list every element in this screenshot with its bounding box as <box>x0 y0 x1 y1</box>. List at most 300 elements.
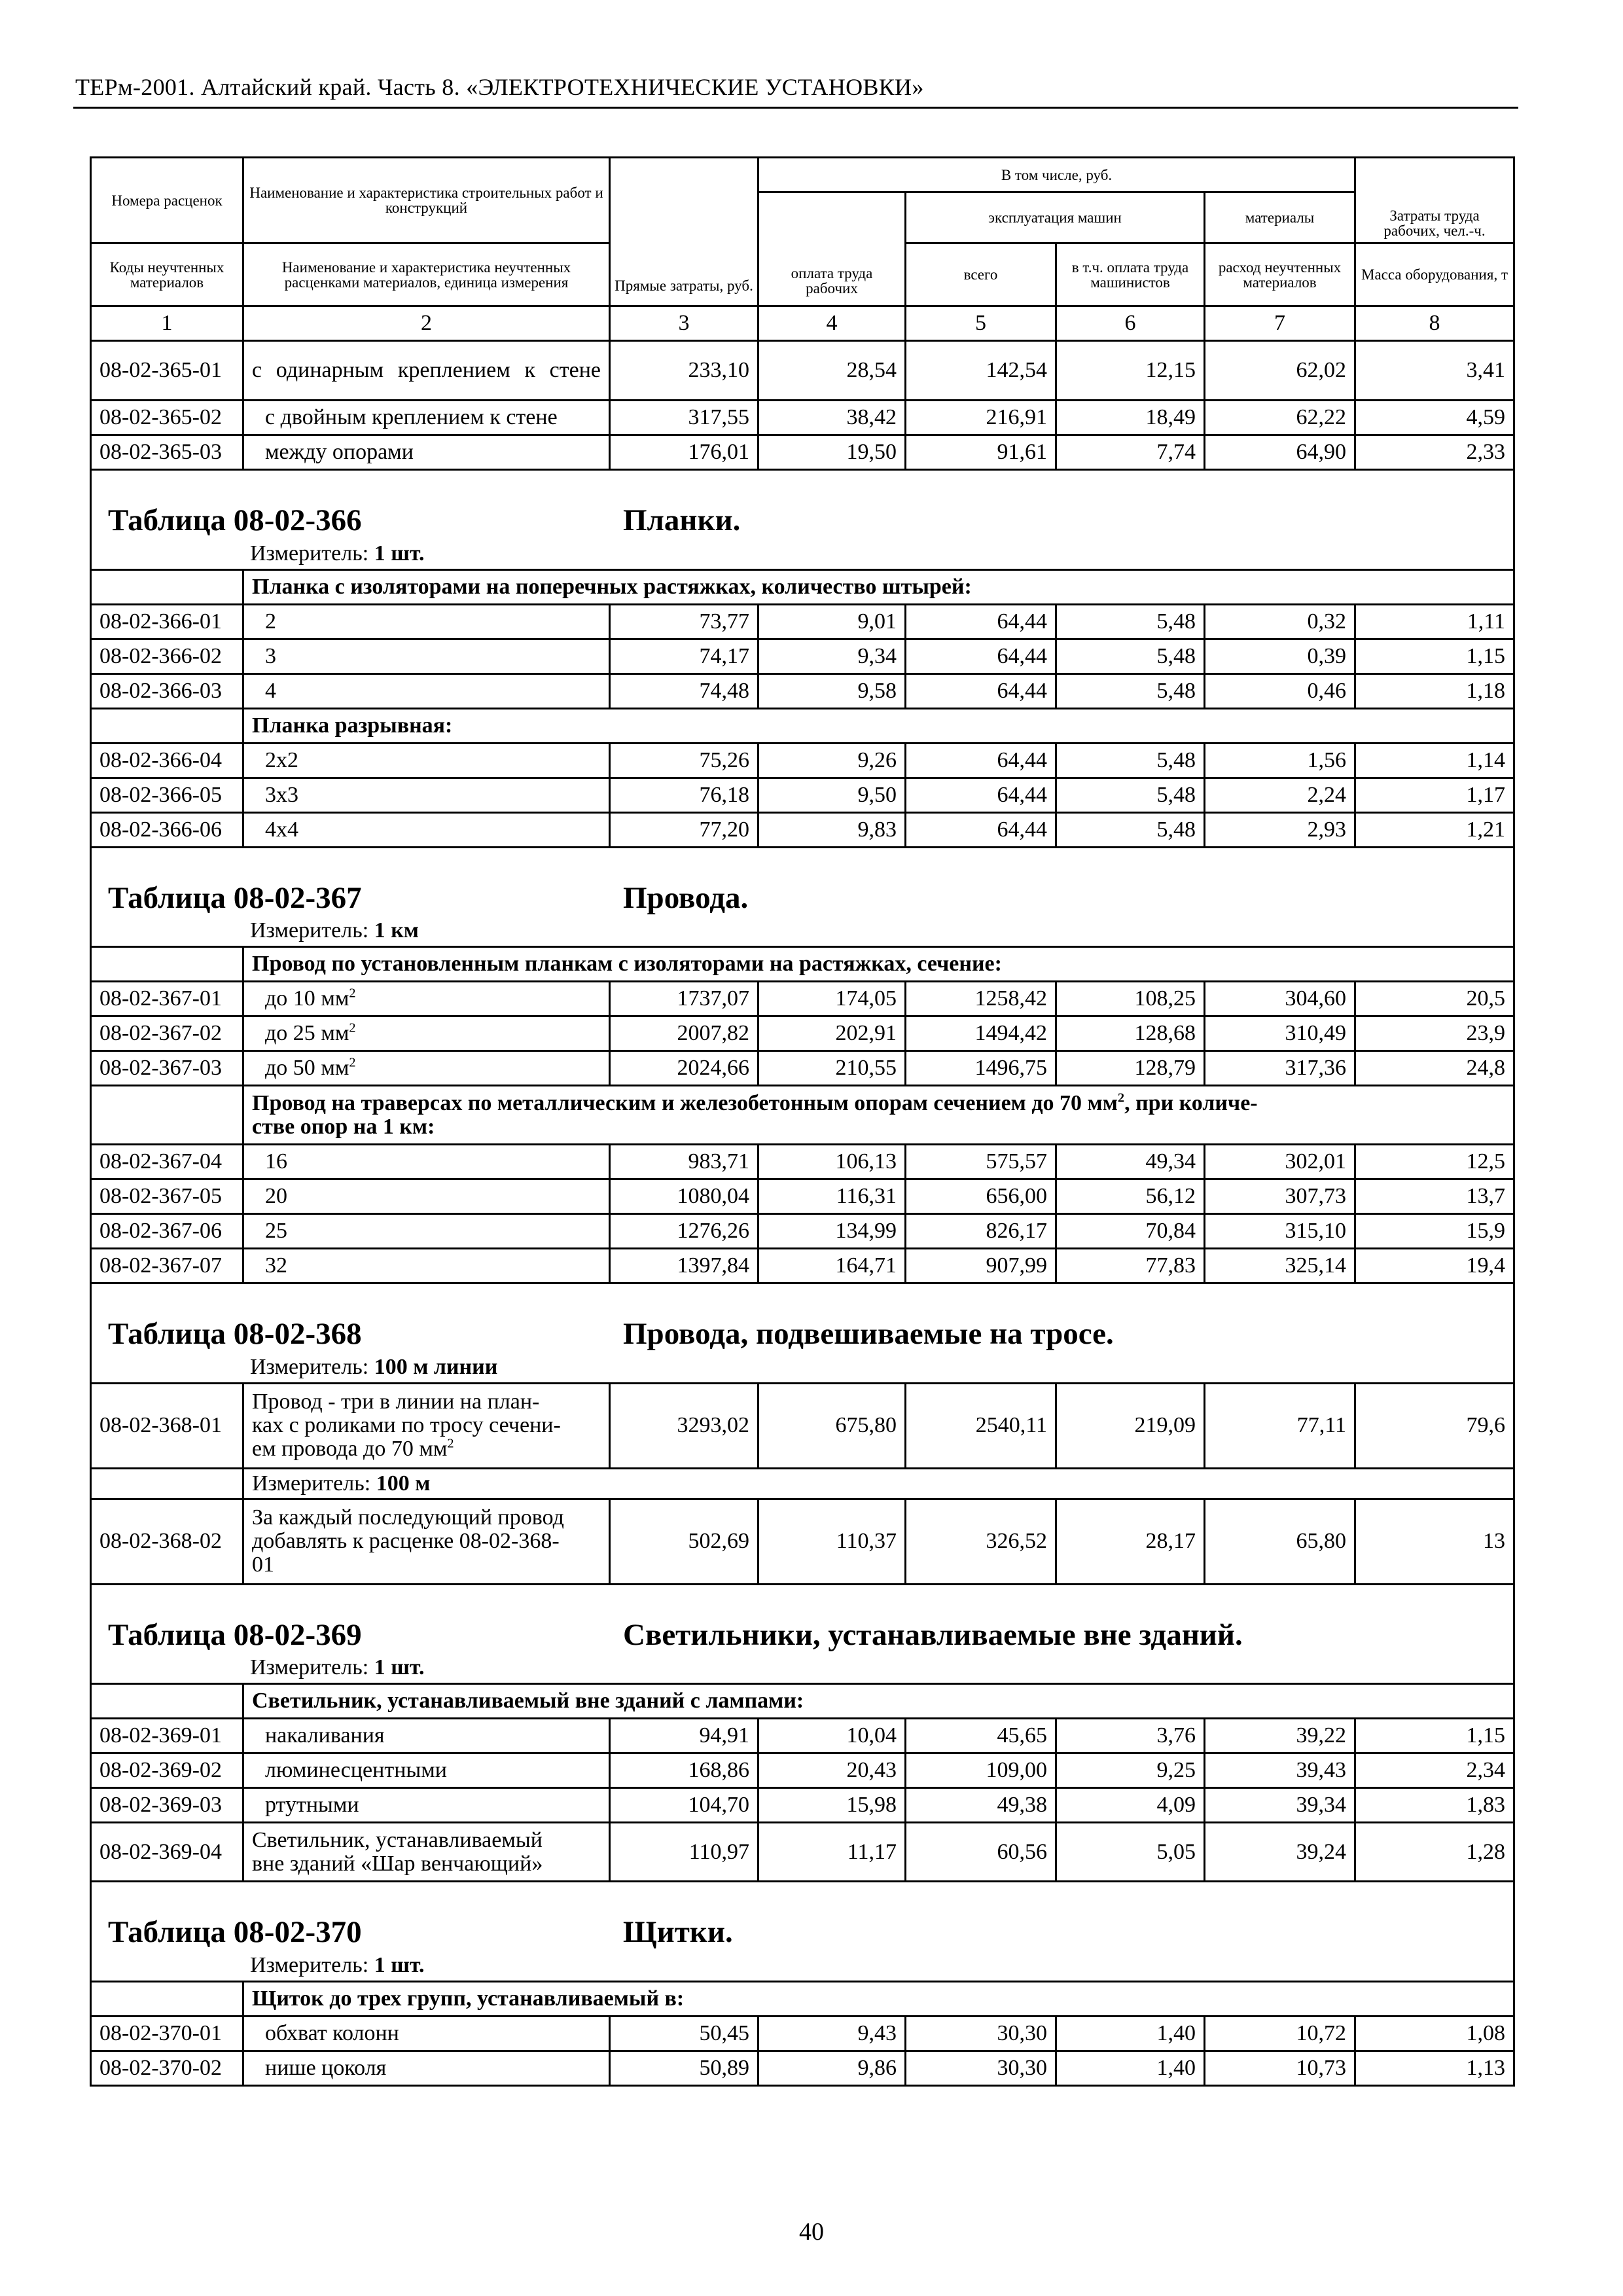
value-cell: 1496,75 <box>906 1051 1056 1086</box>
value-cell: 64,44 <box>906 743 1056 778</box>
value-cell: 325,14 <box>1205 1249 1355 1283</box>
header-cell: Масса оборудования, т <box>1355 243 1514 306</box>
measure-row <box>91 1950 1514 1981</box>
value-cell: 326,52 <box>906 1499 1056 1584</box>
rate-code: 08-02-367-02 <box>91 1016 243 1051</box>
table-row <box>91 1653 1514 1684</box>
value-cell: 0,46 <box>1205 673 1355 708</box>
value-cell: 74,48 <box>610 673 758 708</box>
value-cell: 9,83 <box>758 812 906 847</box>
value-cell: 2540,11 <box>906 1383 1056 1468</box>
value-cell: 1080,04 <box>610 1179 758 1214</box>
measure-row <box>91 539 1514 569</box>
running-header: ТЕРм-2001. Алтайский край. Часть 8. «ЭЛЕКТРОТЕХНИЧЕСКИЕ УСТАНОВКИ» <box>75 74 924 100</box>
table-row <box>91 401 1514 435</box>
value-cell: 302,01 <box>1205 1145 1355 1179</box>
rate-name <box>243 401 610 435</box>
value-cell: 10,73 <box>1205 2051 1355 2085</box>
table-number: Таблица 08-02-366 <box>108 503 362 537</box>
value-cell: 317,55 <box>610 401 758 435</box>
value-cell: 18,49 <box>1056 401 1205 435</box>
column-number: 1 <box>91 306 243 341</box>
value-cell: 3,41 <box>1355 341 1514 401</box>
group-heading-text: , при количе- <box>1124 1090 1258 1115</box>
value-cell: 1,13 <box>1355 2051 1514 2085</box>
group-heading <box>243 1086 1514 1145</box>
table-row <box>91 1283 1514 1353</box>
rate-name <box>243 1719 610 1753</box>
value-cell: 1,21 <box>1355 812 1514 847</box>
superscript: 2 <box>349 986 356 1001</box>
table-row <box>91 2016 1514 2051</box>
value-cell: 109,00 <box>906 1753 1056 1788</box>
table-row <box>91 1823 1514 1882</box>
rate-name-text: 32 <box>265 1253 287 1278</box>
value-cell: 62,22 <box>1205 401 1355 435</box>
value-cell: 49,38 <box>906 1788 1056 1823</box>
table-row <box>91 1352 1514 1383</box>
table-row <box>91 1753 1514 1788</box>
table-row <box>91 341 1514 401</box>
value-cell: 50,89 <box>610 2051 758 2085</box>
value-cell: 110,97 <box>610 1823 758 1882</box>
rate-name-line: ем провода до 70 мм <box>252 1437 448 1461</box>
value-cell: 30,30 <box>906 2051 1056 2085</box>
empty-cell <box>91 569 243 604</box>
value-cell: 45,65 <box>906 1719 1056 1753</box>
table-row <box>91 778 1514 812</box>
value-cell: 1,18 <box>1355 673 1514 708</box>
value-cell: 30,30 <box>906 2016 1056 2051</box>
table-row <box>91 1051 1514 1086</box>
rate-name-line: ках с роликами по тросу сечени- <box>252 1413 561 1437</box>
column-number: 2 <box>243 306 610 341</box>
value-cell: 11,17 <box>758 1823 906 1882</box>
rate-name-text: с двойным креплением к стене <box>265 405 558 429</box>
table-number: Таблица 08-02-368 <box>108 1317 362 1351</box>
header-cell: Прямые затраты, руб. <box>610 158 758 306</box>
value-cell: 10,72 <box>1205 2016 1355 2051</box>
rate-name-text: 4x4 <box>265 817 298 842</box>
value-cell: 56,12 <box>1056 1179 1205 1214</box>
measure-label: Измеритель: <box>250 1655 369 1680</box>
value-cell: 304,60 <box>1205 982 1355 1016</box>
value-cell: 10,04 <box>758 1719 906 1753</box>
value-cell: 5,05 <box>1056 1823 1205 1882</box>
column-number: 8 <box>1355 306 1514 341</box>
header-cell: оплата труда рабочих <box>758 192 906 306</box>
empty-cell <box>91 1468 243 1499</box>
rate-code: 08-02-367-05 <box>91 1179 243 1214</box>
rate-name <box>243 1179 610 1214</box>
column-number: 3 <box>610 306 758 341</box>
value-cell: 9,34 <box>758 639 906 673</box>
header-cell: В том числе, руб. <box>758 158 1355 192</box>
group-heading: Провод по установленным планкам с изоляторами на растяжках, сечение: <box>243 947 1514 982</box>
table-heading-cell <box>91 470 1514 539</box>
value-cell: 15,98 <box>758 1788 906 1823</box>
rate-name-text: 20 <box>265 1184 287 1208</box>
value-cell: 64,44 <box>906 778 1056 812</box>
table-row <box>91 743 1514 778</box>
value-cell: 1,28 <box>1355 1823 1514 1882</box>
value-cell: 307,73 <box>1205 1179 1355 1214</box>
rate-code: 08-02-369-03 <box>91 1788 243 1823</box>
value-cell: 110,37 <box>758 1499 906 1584</box>
rate-code: 08-02-369-04 <box>91 1823 243 1882</box>
empty-cell <box>91 1684 243 1719</box>
superscript: 2 <box>349 1020 356 1035</box>
unit-text: мм <box>321 1021 349 1045</box>
measure-row <box>243 1468 1514 1499</box>
value-cell: 1,83 <box>1355 1788 1514 1823</box>
value-cell: 128,68 <box>1056 1016 1205 1051</box>
value-cell: 28,17 <box>1056 1499 1205 1584</box>
rate-code: 08-02-370-01 <box>91 2016 243 2051</box>
value-cell: 20,43 <box>758 1753 906 1788</box>
rate-code: 08-02-365-03 <box>91 435 243 470</box>
value-cell: 142,54 <box>906 341 1056 401</box>
header-rule <box>73 107 1518 109</box>
rate-name <box>243 673 610 708</box>
value-cell: 2,24 <box>1205 778 1355 812</box>
value-cell: 9,26 <box>758 743 906 778</box>
measure-value: 1 км <box>374 918 419 943</box>
group-heading: Планка с изоляторами на поперечных растяжках, количество штырей: <box>243 569 1514 604</box>
value-cell: 20,5 <box>1355 982 1514 1016</box>
header-cell: материалы <box>1205 192 1355 243</box>
rate-code: 08-02-366-02 <box>91 639 243 673</box>
measure-label: Измеритель: <box>250 1952 369 1977</box>
measure-row <box>91 916 1514 947</box>
header-cell: Номера расценок <box>91 158 243 243</box>
measure-value: 100 м линии <box>374 1354 498 1379</box>
header-cell: всего <box>906 243 1056 306</box>
value-cell: 0,39 <box>1205 639 1355 673</box>
value-cell: 9,43 <box>758 2016 906 2051</box>
table-row <box>91 1086 1514 1145</box>
measure-label: Измеритель: <box>250 541 369 565</box>
empty-cell <box>91 1981 243 2016</box>
value-cell: 79,6 <box>1355 1383 1514 1468</box>
value-cell: 19,50 <box>758 435 906 470</box>
empty-cell <box>91 1086 243 1145</box>
table-title: Провода, подвешиваемые на тросе. <box>623 1317 1114 1351</box>
table-row <box>91 435 1514 470</box>
value-cell: 315,10 <box>1205 1214 1355 1249</box>
value-cell: 174,05 <box>758 982 906 1016</box>
rate-code: 08-02-370-02 <box>91 2051 243 2085</box>
table-row <box>91 1684 1514 1719</box>
rate-name <box>243 639 610 673</box>
value-cell: 575,57 <box>906 1145 1056 1179</box>
value-cell: 1494,42 <box>906 1016 1056 1051</box>
rate-code: 08-02-366-06 <box>91 812 243 847</box>
rate-name <box>243 1788 610 1823</box>
value-cell: 128,79 <box>1056 1051 1205 1086</box>
table-row <box>91 539 1514 569</box>
value-cell: 134,99 <box>758 1214 906 1249</box>
header-cell: эксплуатация машин <box>906 192 1205 243</box>
table-row <box>91 947 1514 982</box>
rate-name-text: ртутными <box>265 1793 359 1817</box>
value-cell: 1,17 <box>1355 778 1514 812</box>
page-number: 40 <box>799 2218 824 2246</box>
value-cell: 5,48 <box>1056 639 1205 673</box>
value-cell: 9,25 <box>1056 1753 1205 1788</box>
value-cell: 39,24 <box>1205 1823 1355 1882</box>
rate-name-text: 3 <box>265 643 276 668</box>
table-row <box>91 1016 1514 1051</box>
value-cell: 1,15 <box>1355 1719 1514 1753</box>
header-cell: в т.ч. оплата труда машинистов <box>1056 243 1205 306</box>
value-cell: 13,7 <box>1355 1179 1514 1214</box>
rate-name-text: 16 <box>265 1149 287 1174</box>
value-cell: 76,18 <box>610 778 758 812</box>
rate-name <box>243 1249 610 1283</box>
rate-name <box>243 1051 610 1086</box>
value-cell: 2024,66 <box>610 1051 758 1086</box>
rate-name <box>243 1016 610 1051</box>
table-row <box>91 1981 1514 2016</box>
value-cell: 23,9 <box>1355 1016 1514 1051</box>
table-row <box>91 604 1514 639</box>
header-cell: Коды неучтенных материалов <box>91 243 243 306</box>
value-cell: 219,09 <box>1056 1383 1205 1468</box>
value-cell: 983,71 <box>610 1145 758 1179</box>
rate-code: 08-02-365-02 <box>91 401 243 435</box>
table-row <box>91 470 1514 539</box>
header-cell: Затраты труда рабочих, чел.-ч. <box>1355 158 1514 243</box>
rate-name <box>243 1145 610 1179</box>
unit-text: мм <box>321 986 349 1011</box>
rate-name <box>243 2051 610 2085</box>
value-cell: 2,34 <box>1355 1753 1514 1788</box>
value-cell: 9,86 <box>758 2051 906 2085</box>
rate-code: 08-02-368-02 <box>91 1499 243 1584</box>
value-cell: 2007,82 <box>610 1016 758 1051</box>
rate-name <box>243 2016 610 2051</box>
table-row <box>91 639 1514 673</box>
rate-name <box>243 1499 610 1584</box>
value-cell: 176,01 <box>610 435 758 470</box>
value-cell: 1,08 <box>1355 2016 1514 2051</box>
table-row <box>91 1383 1514 1468</box>
table-heading-cell <box>91 1283 1514 1353</box>
rate-name-text: до 25 <box>265 1021 315 1045</box>
table-row <box>91 1179 1514 1214</box>
rate-name <box>243 435 610 470</box>
rate-code: 08-02-365-01 <box>91 341 243 401</box>
value-cell: 1397,84 <box>610 1249 758 1283</box>
table-row <box>91 1719 1514 1753</box>
table-row <box>91 1584 1514 1653</box>
superscript: 2 <box>349 1055 356 1070</box>
value-cell: 1,15 <box>1355 639 1514 673</box>
rate-name-text: до 10 <box>265 986 315 1011</box>
value-cell: 64,90 <box>1205 435 1355 470</box>
value-cell: 168,86 <box>610 1753 758 1788</box>
header-row <box>91 158 1514 192</box>
value-cell: 39,43 <box>1205 1753 1355 1788</box>
value-cell: 50,45 <box>610 2016 758 2051</box>
table-row <box>91 1214 1514 1249</box>
value-cell: 64,44 <box>906 673 1056 708</box>
value-cell: 15,9 <box>1355 1214 1514 1249</box>
rate-code: 08-02-367-03 <box>91 1051 243 1086</box>
table-heading-cell <box>91 1584 1514 1653</box>
superscript: 2 <box>447 1436 454 1451</box>
value-cell: 5,48 <box>1056 604 1205 639</box>
value-cell: 1,40 <box>1056 2016 1205 2051</box>
value-cell: 12,15 <box>1056 341 1205 401</box>
table-row <box>91 1788 1514 1823</box>
value-cell: 12,5 <box>1355 1145 1514 1179</box>
group-heading: Светильник, устанавливаемый вне зданий с лампами: <box>243 1684 1514 1719</box>
table-number: Таблица 08-02-370 <box>108 1915 362 1949</box>
table-body <box>91 158 1514 2086</box>
value-cell: 9,58 <box>758 673 906 708</box>
group-heading: Щиток до трех групп, устанавливаемый в: <box>243 1981 1514 2016</box>
value-cell: 656,00 <box>906 1179 1056 1214</box>
rate-name <box>243 778 610 812</box>
column-number: 5 <box>906 306 1056 341</box>
measure-value: 1 шт. <box>374 541 425 565</box>
value-cell: 5,48 <box>1056 778 1205 812</box>
column-number: 6 <box>1056 306 1205 341</box>
group-heading-text: стве опор на 1 км: <box>252 1114 435 1139</box>
header-cell: Наименование и характеристика неучтенных расценками материалов, единица измерения <box>243 243 610 306</box>
rate-code: 08-02-366-04 <box>91 743 243 778</box>
rates-table <box>90 156 1515 2087</box>
value-cell: 2,93 <box>1205 812 1355 847</box>
measure-label: Измеритель: <box>250 918 369 943</box>
rate-name-text: 25 <box>265 1219 287 1243</box>
rate-name-line: добавлять к расценке 08-02-368- <box>252 1529 560 1553</box>
table-row <box>91 982 1514 1016</box>
table-title: Планки. <box>623 503 741 537</box>
rate-name-text: 2x2 <box>265 747 298 772</box>
table-row <box>91 1249 1514 1283</box>
value-cell: 39,22 <box>1205 1719 1355 1753</box>
rate-name-line: 01 <box>252 1552 274 1577</box>
value-cell: 216,91 <box>906 401 1056 435</box>
value-cell: 60,56 <box>906 1823 1056 1882</box>
value-cell: 317,36 <box>1205 1051 1355 1086</box>
rate-name-text: между опорами <box>265 440 414 464</box>
rate-code: 08-02-369-02 <box>91 1753 243 1788</box>
rate-name-text: 2 <box>265 609 276 634</box>
table-row <box>91 1145 1514 1179</box>
table-row <box>91 1882 1514 1951</box>
value-cell: 9,01 <box>758 604 906 639</box>
value-cell: 39,34 <box>1205 1788 1355 1823</box>
table-row <box>91 1468 1514 1499</box>
rate-name <box>243 1214 610 1249</box>
rate-name-line: За каждый последующий провод <box>252 1505 564 1530</box>
value-cell: 164,71 <box>758 1249 906 1283</box>
table-title: Провода. <box>623 880 749 915</box>
value-cell: 907,99 <box>906 1249 1056 1283</box>
table-row <box>91 2051 1514 2085</box>
superscript: 2 <box>1117 1090 1125 1105</box>
value-cell: 64,44 <box>906 639 1056 673</box>
rate-code: 08-02-367-07 <box>91 1249 243 1283</box>
column-number: 4 <box>758 306 906 341</box>
measure-value: 1 шт. <box>374 1655 425 1680</box>
value-cell: 19,4 <box>1355 1249 1514 1283</box>
measure-row <box>91 1352 1514 1383</box>
value-cell: 65,80 <box>1205 1499 1355 1584</box>
rate-code: 08-02-367-06 <box>91 1214 243 1249</box>
value-cell: 28,54 <box>758 341 906 401</box>
measure-value: 100 м <box>376 1471 431 1496</box>
table-row <box>91 673 1514 708</box>
empty-cell <box>91 947 243 982</box>
value-cell: 38,42 <box>758 401 906 435</box>
value-cell: 210,55 <box>758 1051 906 1086</box>
measure-row <box>91 1653 1514 1684</box>
value-cell: 202,91 <box>758 1016 906 1051</box>
rate-name-text: 4 <box>265 678 276 703</box>
rate-name-line: Провод - три в линии на план- <box>252 1390 540 1414</box>
value-cell: 9,50 <box>758 778 906 812</box>
rate-name <box>243 341 610 401</box>
rate-name-text: до 50 <box>265 1056 315 1080</box>
value-cell: 2,33 <box>1355 435 1514 470</box>
rate-name <box>243 982 610 1016</box>
rate-name <box>243 1383 610 1468</box>
column-number-row <box>91 306 1514 341</box>
value-cell: 7,74 <box>1056 435 1205 470</box>
value-cell: 675,80 <box>758 1383 906 1468</box>
header-cell: Наименование и характеристика строительных работ и конструкций <box>243 158 610 243</box>
rate-code: 08-02-367-01 <box>91 982 243 1016</box>
rate-name <box>243 604 610 639</box>
value-cell: 1737,07 <box>610 982 758 1016</box>
value-cell: 5,48 <box>1056 673 1205 708</box>
group-heading-text: Провод на траверсах по металлическим и железобетонным опорам сечением до 70 мм <box>252 1090 1118 1115</box>
table-number: Таблица 08-02-369 <box>108 1617 362 1652</box>
rate-code: 08-02-367-04 <box>91 1145 243 1179</box>
value-cell: 108,25 <box>1056 982 1205 1016</box>
rate-name <box>243 1753 610 1788</box>
measure-label: Измеритель: <box>252 1471 371 1496</box>
rate-name-text: 3x3 <box>265 782 298 807</box>
value-cell: 24,8 <box>1355 1051 1514 1086</box>
value-cell: 13 <box>1355 1499 1514 1584</box>
value-cell: 49,34 <box>1056 1145 1205 1179</box>
value-cell: 502,69 <box>610 1499 758 1584</box>
value-cell: 310,49 <box>1205 1016 1355 1051</box>
value-cell: 106,13 <box>758 1145 906 1179</box>
table-row <box>91 812 1514 847</box>
rate-name <box>243 1823 610 1882</box>
value-cell: 1,40 <box>1056 2051 1205 2085</box>
value-cell: 91,61 <box>906 435 1056 470</box>
value-cell: 77,20 <box>610 812 758 847</box>
value-cell: 233,10 <box>610 341 758 401</box>
rate-name-text: люминесцентными <box>265 1758 447 1782</box>
rate-name <box>243 812 610 847</box>
value-cell: 75,26 <box>610 743 758 778</box>
table-row <box>91 916 1514 947</box>
table-row <box>91 847 1514 916</box>
rate-name-text: обхват колонн <box>265 2020 399 2045</box>
value-cell: 64,44 <box>906 604 1056 639</box>
value-cell: 77,11 <box>1205 1383 1355 1468</box>
rate-name-text: накаливания <box>265 1723 385 1748</box>
